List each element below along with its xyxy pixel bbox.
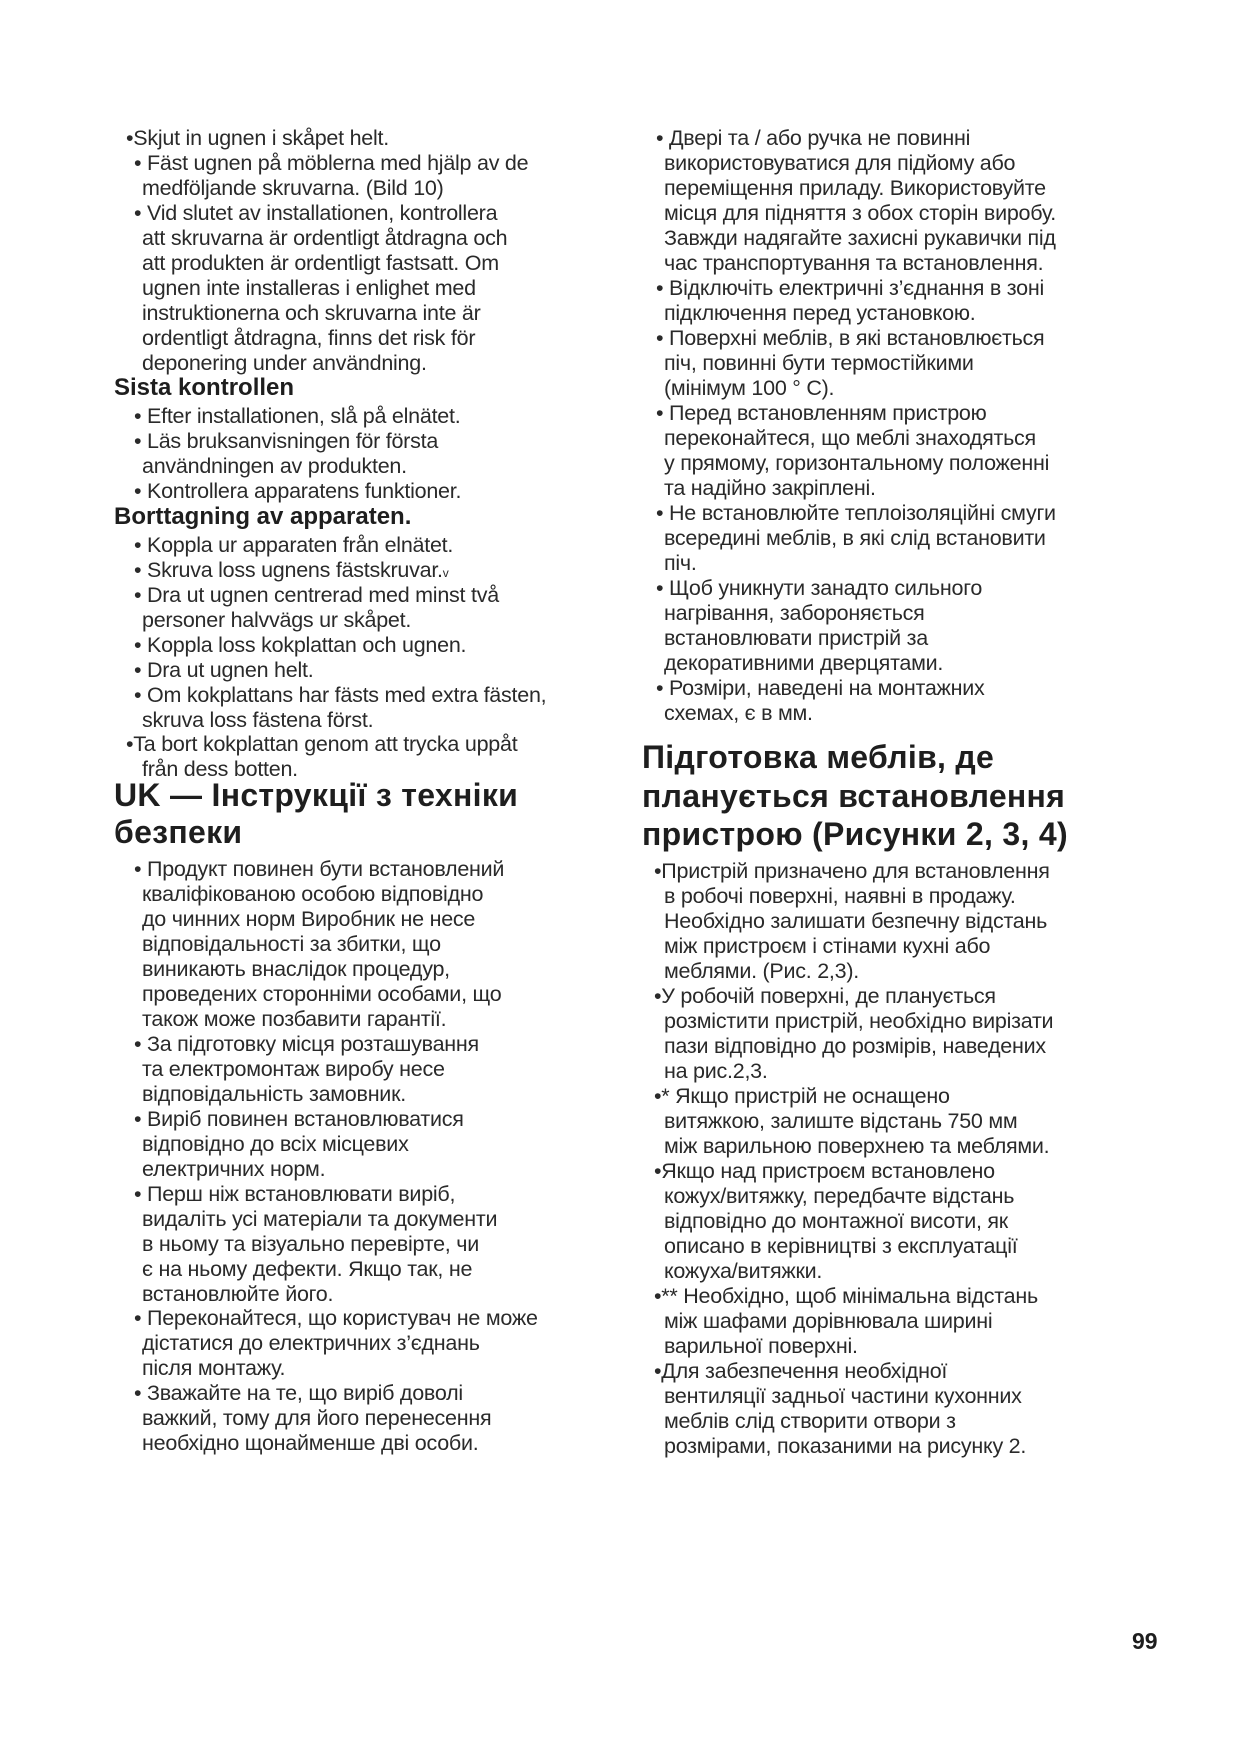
- list-item: • Koppla loss kokplattan och ugnen.: [134, 633, 467, 657]
- section-title-uk: безпеки: [114, 814, 243, 850]
- list-item: • Переконайтеся, що користувач не може: [134, 1306, 538, 1330]
- footnote-mark: v: [442, 566, 449, 580]
- list-item: видаліть усі матеріали та документи: [142, 1207, 498, 1231]
- list-item: описано в керівництві з експлуатації: [664, 1234, 1018, 1258]
- list-item: між пристроєм і стінами кухні або: [664, 934, 991, 958]
- list-item: •Якщо над пристроєм встановлено: [654, 1159, 995, 1183]
- list-item: • Läs bruksanvisningen för första: [134, 429, 439, 453]
- list-item: після монтажу.: [142, 1356, 286, 1380]
- list-item: кожуха/витяжки.: [664, 1259, 823, 1283]
- list-item: підключення перед установкою.: [664, 301, 976, 325]
- list-item: до чинних норм Виробник не несе: [142, 907, 476, 931]
- list-item: розмірами, показаними на рисунку 2.: [664, 1434, 1027, 1458]
- list-item: відповідальності за збитки, що: [142, 932, 441, 956]
- section-title-preparation: планується встановлення: [642, 778, 1066, 814]
- list-item: från dess botten.: [142, 757, 298, 781]
- list-item: піч.: [664, 551, 697, 575]
- section-title-preparation: пристрою (Рисунки 2, 3, 4): [642, 816, 1068, 852]
- list-item: •* Якщо пристрій не оснащено: [654, 1084, 950, 1108]
- list-item: • Vid slutet av installationen, kontrollera: [134, 201, 498, 225]
- list-item: medföljande skruvarna. (Bild 10): [142, 176, 444, 200]
- list-item: місця для підняття з обох сторін виробу.: [664, 201, 1056, 225]
- list-item: • За підготовку місця розташування: [134, 1032, 479, 1056]
- list-item: використовуватися для підйому або: [664, 151, 1016, 175]
- section-title-preparation: Підготовка меблів, де: [642, 739, 995, 775]
- list-item: важкий, тому для його перенесення: [142, 1406, 492, 1430]
- list-item: в робочі поверхні, наявні в продажу.: [664, 884, 1016, 908]
- list-item: • Fäst ugnen på möblerna med hjälp av de: [134, 151, 529, 175]
- list-item: •Для забезпечення необхідної: [654, 1359, 948, 1383]
- list-item: також може позбавити гарантії.: [142, 1007, 447, 1031]
- list-item: відповідно до монтажної висоти, як: [664, 1209, 1008, 1233]
- list-item: personer halvvägs ur skåpet.: [142, 608, 412, 632]
- list-item: •** Необхідно, щоб мінімальна відстань: [654, 1284, 1038, 1308]
- list-item: встановлюйте його.: [142, 1282, 334, 1306]
- list-item: • Виріб повинен встановлюватися: [134, 1107, 464, 1131]
- list-item: виникають внаслідок процедур,: [142, 957, 450, 981]
- list-item: переконайтеся, що меблі знаходяться: [664, 426, 1036, 450]
- list-item: час транспортування та встановлення.: [664, 251, 1044, 275]
- list-item: переміщення приладу. Використовуйте: [664, 176, 1046, 200]
- list-item: skruva loss fästena först.: [142, 708, 374, 732]
- list-item: встановлювати пристрій за: [664, 626, 928, 650]
- list-item: användningen av produkten.: [142, 454, 407, 478]
- section-heading-sista: Sista kontrollen: [114, 374, 295, 401]
- list-item: витяжкою, залиште відстань 750 мм: [664, 1109, 1018, 1133]
- list-item: • Dra ut ugnen centrerad med minst två: [134, 583, 499, 607]
- list-item: розмістити пристрій, необхідно вирізати: [664, 1009, 1054, 1033]
- list-item: декоративними дверцятами.: [664, 651, 944, 675]
- list-item: • Продукт повинен бути встановлений: [134, 857, 505, 881]
- list-item: •У робочій поверхні, де планується: [654, 984, 996, 1008]
- list-item: • Перш ніж встановлювати виріб,: [134, 1182, 456, 1206]
- list-item: нагрівання, забороняється: [664, 601, 925, 625]
- list-item: • Не встановлюйте теплоізоляційні смуги: [656, 501, 1056, 525]
- list-item: та надійно закріплені.: [664, 476, 876, 500]
- list-item: піч, повинні бути термостійкими: [664, 351, 974, 375]
- section-heading-borttagning: Borttagning av apparaten.: [114, 503, 412, 530]
- list-item: меблями. (Рис. 2,3).: [664, 959, 859, 983]
- list-item: • Двері та / або ручка не повинні: [656, 126, 971, 150]
- list-item: кваліфікованою особою відповідно: [142, 882, 484, 906]
- list-item: att skruvarna är ordentligt åtdragna och: [142, 226, 508, 250]
- list-item: між варильною поверхнею та меблями.: [664, 1134, 1050, 1158]
- list-item: instruktionerna och skruvarna inte är: [142, 301, 481, 325]
- list-item: deponering under användning.: [142, 351, 427, 375]
- list-item: •Ta bort kokplattan genom att trycka uppåt: [126, 732, 518, 756]
- list-item: • Om kokplattans har fästs med extra fästen,: [134, 683, 547, 707]
- list-item: варильної поверхні.: [664, 1334, 858, 1358]
- list-item: на рис.2,3.: [664, 1059, 768, 1083]
- list-item: • Поверхні меблів, в які встановлюється: [656, 326, 1045, 350]
- list-item: кожух/витяжку, передбачте відстань: [664, 1184, 1015, 1208]
- list-item: Завжди надягайте захисні рукавички під: [664, 226, 1056, 250]
- list-item: пази відповідно до розмірів, наведених: [664, 1034, 1046, 1058]
- list-item: • Перед встановленням пристрою: [656, 401, 987, 425]
- list-item: • Відключіть електричні з’єднання в зоні: [656, 276, 1045, 300]
- list-item: • Efter installationen, slå på elnätet.: [134, 404, 461, 428]
- list-item: ugnen inte installeras i enlighet med: [142, 276, 476, 300]
- list-item: att produkten är ordentligt fastsatt. Om: [142, 251, 499, 275]
- list-item: та електромонтаж виробу несе: [142, 1057, 445, 1081]
- list-item: • Koppla ur apparaten från elnätet.: [134, 533, 454, 557]
- list-item: ordentligt åtdragna, finns det risk för: [142, 326, 476, 350]
- page-number: 99: [1132, 1628, 1158, 1654]
- list-item: в ньому та візуально перевірте, чи: [142, 1232, 479, 1256]
- list-item: всередині меблів, в які слід встановити: [664, 526, 1046, 550]
- list-item: • Kontrollera apparatens funktioner.: [134, 479, 462, 503]
- list-item: схемах, є в мм.: [664, 701, 813, 725]
- list-item: електричних норм.: [142, 1157, 326, 1181]
- list-item: меблів слід створити отвори з: [664, 1409, 956, 1433]
- list-item: •Skjut in ugnen i skåpet helt.: [126, 126, 389, 150]
- section-title-uk: UK — Інструкції з техніки: [114, 777, 519, 813]
- list-item: • Розміри, наведені на монтажних: [656, 676, 985, 700]
- list-item: • Зважайте на те, що виріб доволі: [134, 1381, 463, 1405]
- list-item: є на ньому дефекти. Якщо так, не: [142, 1257, 473, 1281]
- list-item: відповідно до всіх місцевих: [142, 1132, 409, 1156]
- list-item: вентиляції задньої частини кухонних: [664, 1384, 1022, 1408]
- list-item: між шафами дорівнювала ширині: [664, 1309, 993, 1333]
- list-item: дістатися до електричних з’єднань: [142, 1331, 480, 1355]
- list-item: • Skruva loss ugnens fästskruvar.v: [134, 558, 449, 582]
- list-item: Необхідно залишати безпечну відстань: [664, 909, 1048, 933]
- list-item: •Пристрій призначено для встановлення: [654, 859, 1050, 883]
- list-item: проведених сторонніми особами, що: [142, 982, 502, 1006]
- list-item: (мінімум 100 ° C).: [664, 376, 835, 400]
- list-item: у прямому, горизонтальному положенні: [664, 451, 1050, 475]
- list-item: • Dra ut ugnen helt.: [134, 658, 314, 682]
- list-item: необхідно щонайменше дві особи.: [142, 1431, 479, 1455]
- list-item: відповідальність замовник.: [142, 1082, 406, 1106]
- list-item: • Щоб уникнути занадто сильного: [656, 576, 983, 600]
